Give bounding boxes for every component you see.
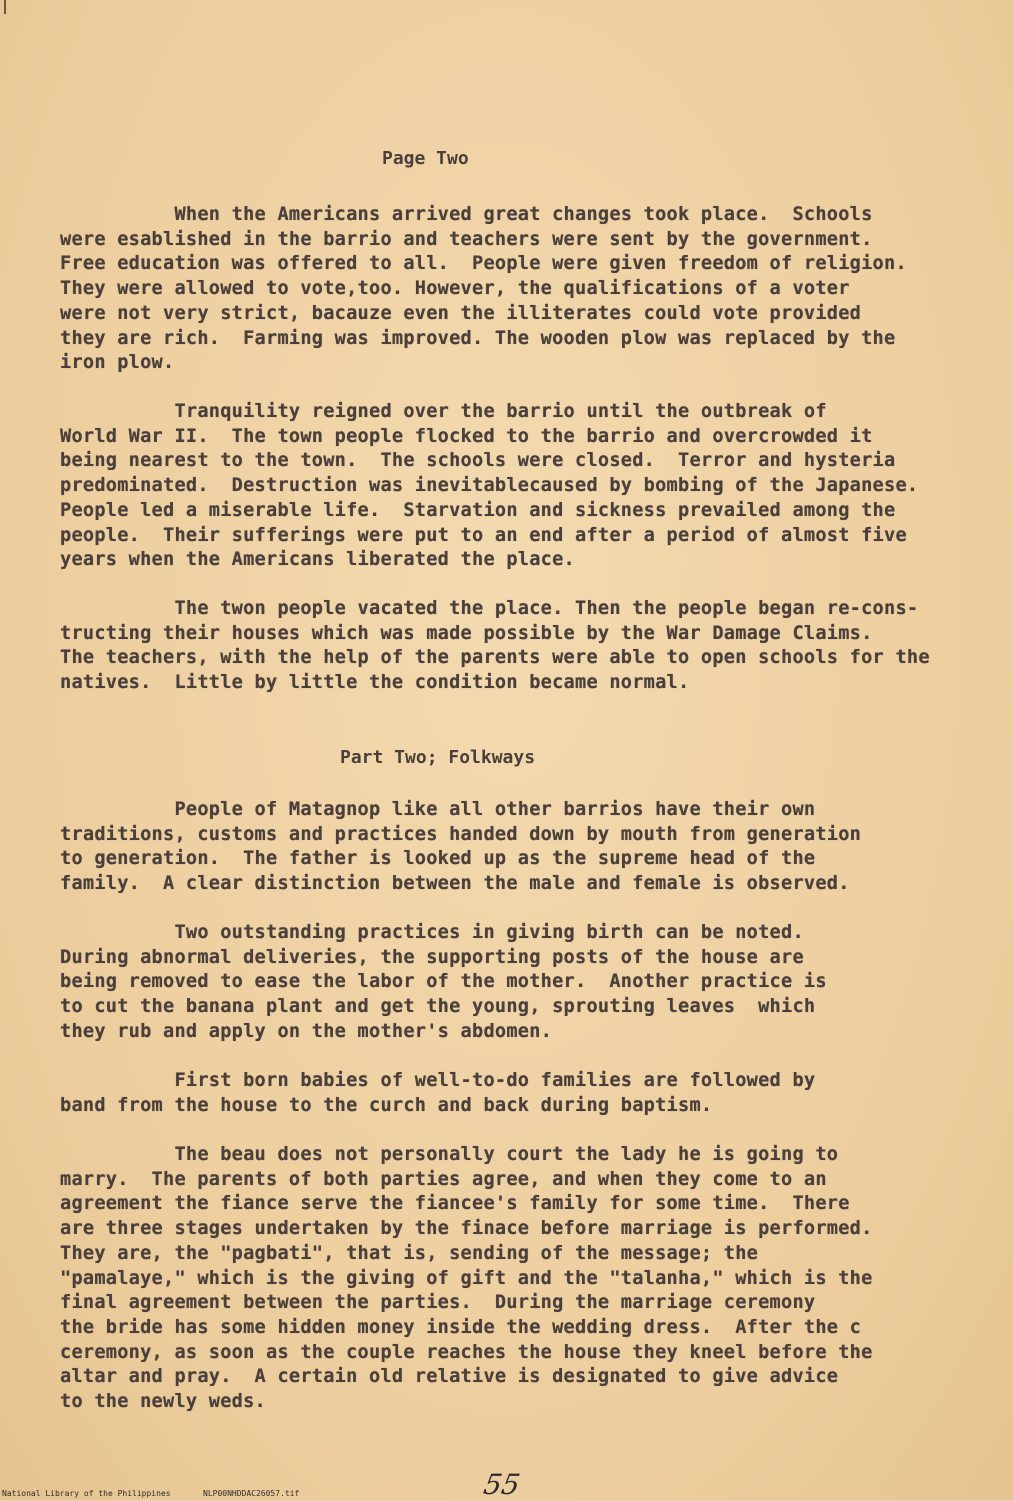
text-line: During abnormal deliveries, the supporting posts of the house are [60, 946, 804, 968]
text-line: they rub and apply on the mother's abdomen. [60, 1020, 553, 1042]
text-line: First born babies of well-to-do families are followed by [60, 1070, 816, 1091]
text-line: years when the Americans liberated the place. [60, 549, 575, 571]
text-line: When the Americans arrived great changes took place. Schools [60, 204, 873, 225]
text-line: People of Matagnop like all other barrios have their own [60, 799, 816, 820]
text-line: The teachers, with the help of the parents were able to open schools for the [60, 647, 930, 669]
text-line: final agreement between the parties. During the marriage ceremony [60, 1292, 816, 1314]
text-line: marry. The parents of both parties agree, and when they come to an [60, 1168, 827, 1190]
text-line: Tranquility reigned over the barrio until the outbreak of [60, 401, 827, 422]
text-line: to generation. The father is looked up as the supreme head of the [60, 848, 816, 870]
text-line: tructing their houses which was made possible by the War Damage Claims. [60, 622, 873, 644]
handwritten-page-number: 55 [481, 1468, 523, 1501]
text-line: They were allowed to vote,too. However, the qualifications of a voter [60, 278, 850, 300]
text-line: to cut the banana plant and get the young, sprouting leaves which [60, 996, 816, 1018]
text-line: ceremony, as soon as the couple reaches the house they kneel before the [60, 1341, 873, 1363]
text-line: The twon people vacated the place. Then the people began re-cons- [60, 598, 919, 619]
text-line: they are rich. Farming was improved. The wooden plow was replaced by the [60, 327, 896, 349]
paragraph-1 [60, 203, 907, 376]
section-heading: Part Two; Folkways [340, 747, 536, 768]
text-line: altar and pray. A certain old relative is designated to give advice [60, 1366, 839, 1388]
text-line: People led a miserable life. Starvation and sickness prevailed among the [60, 499, 896, 521]
text-line: were esablished in the barrio and teachers were sent by the government. [60, 228, 873, 250]
paragraph-2 [60, 400, 918, 573]
text-line: being removed to ease the labor of the mother. Another practice is [60, 971, 827, 993]
text-line: The beau does not personally court the lady he is going to [60, 1144, 839, 1165]
text-line: to the newly weds. [60, 1391, 266, 1413]
text-line: World War II. The town people flocked to the barrio and overcrowded it [60, 425, 873, 447]
text-line: natives. Little by little the condition became normal. [60, 672, 690, 694]
text-line: family. A clear distinction between the male and female is observed. [60, 873, 850, 895]
paragraph-3 [60, 597, 930, 696]
text-line: people. Their sufferings were put to an end after a period of almost five [60, 524, 907, 546]
text-line: traditions, customs and practices handed down by mouth from generation [60, 823, 862, 845]
paragraph-7 [60, 1143, 873, 1415]
text-line: the bride has some hidden money inside the wedding dress. After the c [60, 1316, 862, 1338]
text-line: were not very strict, bacauze even the illiterates could vote provided [60, 302, 862, 324]
paragraph-6 [60, 1069, 815, 1118]
text-line: being nearest to the town. The schools were closed. Terror and hysteria [60, 450, 896, 472]
text-line: agreement the fiance serve the fiancee's family for some time. There [60, 1193, 850, 1215]
text-line: iron plow. [60, 352, 175, 374]
text-line: Two outstanding practices in giving birth can be noted. [60, 922, 804, 943]
footer-library-label: National Library of the Philippines [2, 1489, 171, 1498]
text-line: band from the house to the curch and back during baptism. [60, 1094, 713, 1116]
text-line: Free education was offered to all. People were given freedom of religion. [60, 253, 907, 275]
paragraph-4 [60, 798, 861, 897]
footer-file-label: NLP00NHDDAC26057.tif [203, 1489, 300, 1498]
text-line: predominated. Destruction was inevitablecaused by bombing of the Japanese. [60, 475, 919, 497]
text-line: They are, the "pagbati", that is, sending of the message; the [60, 1242, 759, 1264]
scan-edge-mark [4, 0, 6, 14]
paragraph-5 [60, 921, 827, 1045]
text-line: "pamalaye," which is the giving of gift and the "talanha," which is the [60, 1267, 873, 1289]
text-line: are three stages undertaken by the finace before marriage is performed. [60, 1218, 873, 1240]
page-heading: Page Two [382, 148, 469, 169]
